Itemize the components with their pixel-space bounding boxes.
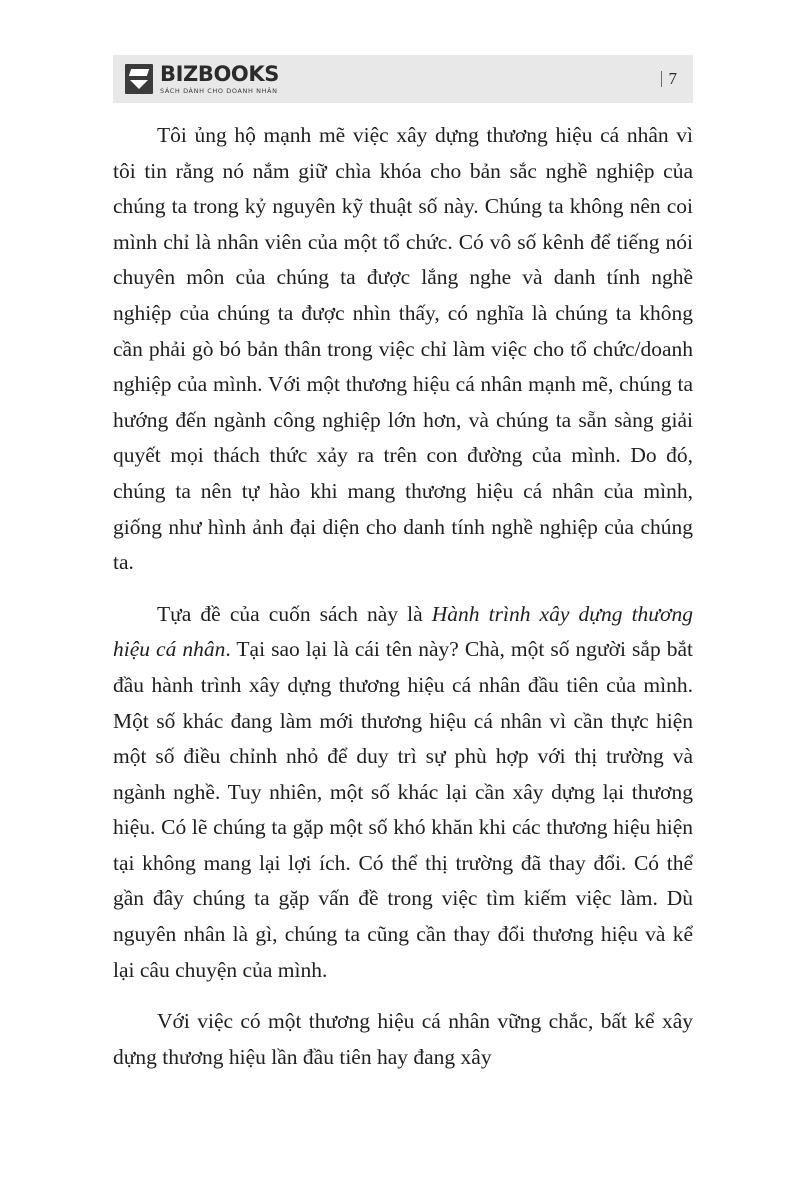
page-body bbox=[113, 118, 693, 1075]
book-title-italic: Hành trình xây dựng thương hiệu cá nhân bbox=[113, 601, 693, 662]
page-header bbox=[113, 55, 693, 103]
paragraph-2-lead: Tựa đề của cuốn sách này là bbox=[157, 601, 432, 626]
bizbooks-logo-icon bbox=[125, 64, 153, 94]
brand-name: BIZBOOKS bbox=[160, 61, 279, 86]
paragraph-1: Tôi ủng hộ mạnh mẽ việc xây dựng thương hiệu cá nhân vì tôi tin rằng nó nắm giữ chìa khóa cho bản sắc nghề nghiệp của chúng ta trong kỷ nguyên kỹ thuật số này. Chúng ta không nên coi mình chỉ là nhân viên của một tổ chức. Có vô số kênh để tiếng nói chuyên môn của chúng ta được lắng nghe và danh tính nghề nghiệp của chúng ta được nhìn thấy, có nghĩa là chúng ta không cần phải gò bó bản thân trong việc chỉ làm việc cho tổ chức/doanh nghiệp của mình. Với một thương hiệu cá nhân mạnh mẽ, chúng ta hướng đến ngành công nghiệp lớn hơn, và chúng ta sẵn sàng giải quyết mọi thách thức xảy ra trên con đường của mình. Do đó, chúng ta nên tự hào khi mang thương hiệu cá nhân của mình, giống như hình ảnh đại diện cho danh tính nghề nghiệp của chúng ta. bbox=[113, 123, 693, 575]
folio-divider bbox=[661, 71, 662, 87]
brand-text bbox=[160, 61, 279, 95]
paragraph-2-rest: . Tại sao lại là cái tên này? Chà, một số người sắp bắt đầu hành trình xây dựng thương hiệu cá nhân đầu tiên của mình. Một số khác đang làm mới thương hiệu cá nhân vì cần thực hiện một số điều chỉnh nhỏ để duy trì sự phù hợp với thị trường và ngành nghề. Tuy nhiên, một số khác lại cần xây dựng lại thương hiệu. Có lẽ chúng ta gặp một số khó khăn khi các thương hiệu hiện tại không mang lại lợi ích. Có thể thị trường đã thay đổi. Có thể gần đây chúng ta gặp vấn đề trong việc tìm kiếm việc làm. Dù nguyên nhân là gì, chúng ta cũng cần thay đổi thương hiệu và kể lại câu chuyện của mình. bbox=[113, 637, 693, 982]
paragraph-2 bbox=[113, 597, 693, 989]
brand-tagline: SÁCH DÀNH CHO DOANH NHÂN bbox=[160, 86, 278, 95]
paragraph-3: Với việc có một thương hiệu cá nhân vững chắc, bất kể xây dựng thương hiệu lần đầu tiên hay đang xây bbox=[113, 1009, 693, 1069]
page-number-value: 7 bbox=[668, 69, 677, 88]
publisher-logo bbox=[125, 61, 279, 95]
page-number bbox=[661, 69, 678, 89]
